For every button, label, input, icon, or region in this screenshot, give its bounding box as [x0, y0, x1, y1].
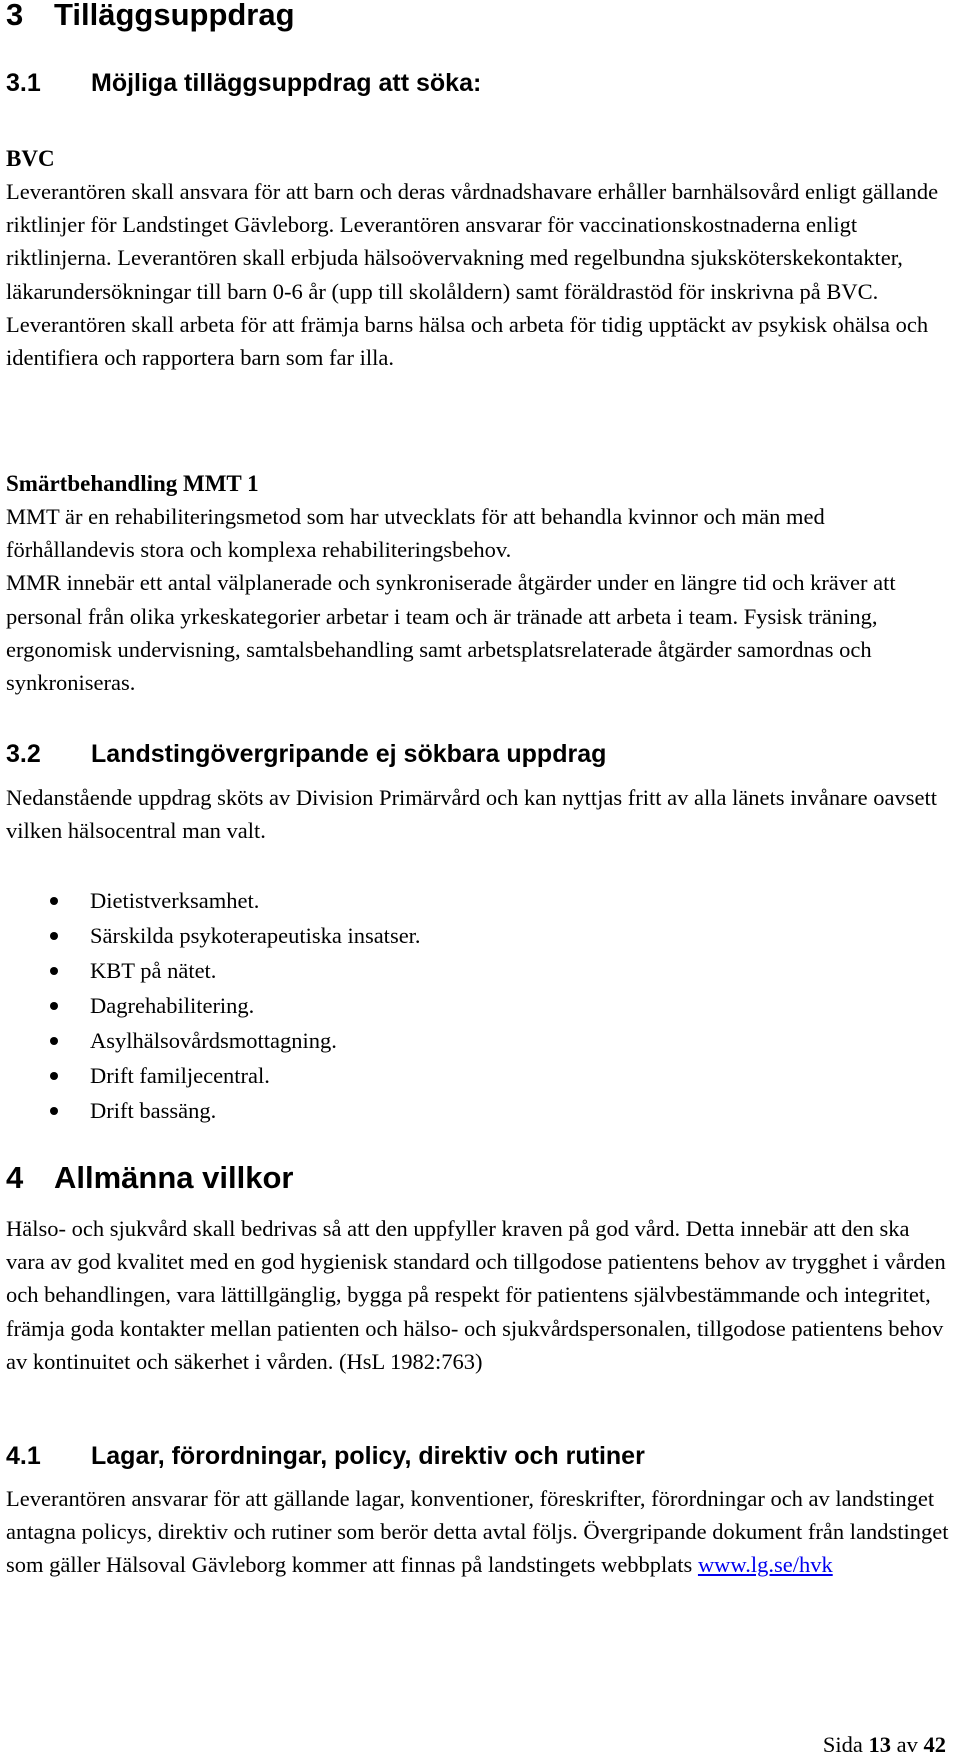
footer-middle: av	[896, 1732, 918, 1757]
bvc-paragraph-2: Leverantören skall arbeta för att främja barns hälsa och arbeta för tidig upptäckt av psykisk ohälsa och identifiera och rapportera barn som far illa.	[6, 311, 929, 371]
total-pages: 42	[923, 1732, 946, 1757]
section-number: 4.1	[6, 1442, 41, 1470]
section-number: 3.1	[6, 69, 41, 97]
mmt-paragraph	[6, 500, 951, 699]
bullet-icon	[50, 1072, 58, 1080]
section-4-heading	[6, 1160, 293, 1196]
list-item: Dietistverksamhet.	[0, 883, 421, 918]
section-title: Allmänna villkor	[54, 1160, 294, 1195]
list-item: Särskilda psykoterapeutiska insatser.	[0, 918, 421, 953]
list-item: Drift bassäng.	[0, 1093, 421, 1128]
section-4-1-text: Leverantören ansvarar för att gällande lagar, konventioner, föreskrifter, förordningar och av landstinget antagna policys, direktiv och rutiner som berör detta avtal följs. Övergripande dokument från landstinget som gäller Hälsoval Gävleborg kommer att finnas på landstingets webbplats	[6, 1486, 949, 1578]
current-page-number: 13	[868, 1732, 891, 1757]
section-number: 3	[6, 0, 24, 32]
section-4-1-paragraph	[6, 1482, 951, 1582]
list-item: KBT på nätet.	[0, 953, 421, 988]
bvc-heading: BVC	[6, 146, 55, 171]
list-item: Dagrehabilitering.	[0, 988, 421, 1023]
section-4-1-heading	[6, 1441, 645, 1471]
section-title: Landstingövergripande ej sökbara uppdrag	[91, 740, 607, 768]
mmt-paragraph-1: MMT är en rehabiliteringsmetod som har utvecklats för att behandla kvinnor och män med förhållandevis stora och komplexa rehabiliteringsbehov.	[6, 504, 825, 563]
bullet-icon	[50, 967, 58, 975]
section-title: Tilläggsuppdrag	[54, 0, 295, 32]
page-footer	[823, 1732, 946, 1758]
section-title: Möjliga tilläggsuppdrag att söka:	[91, 69, 482, 97]
section-3-1-heading	[6, 68, 481, 98]
section-4-paragraph: Hälso- och sjukvård skall bedrivas så att den uppfyller kraven på god vård. Detta innebär att den ska vara av god kvalitet med en god hygienisk standard och tillgodose patientens behov av trygghet i vården och behandlingen, vara lättillgänglig, bygga på respekt för patientens självbestämmande och integritet, främja goda kontakter mellan patienten och hälso- och sjukvårdspersonalen, tillgodose patientens behov av kontinuitet och säkerhet i vården. (HsL 1982:763)	[6, 1216, 946, 1374]
section-title: Lagar, förordningar, policy, direktiv och rutiner	[91, 1442, 645, 1470]
service-list	[0, 883, 421, 1128]
list-item: Drift familjecentral.	[0, 1058, 421, 1093]
bullet-icon	[50, 897, 58, 905]
section-3-2-heading	[6, 739, 606, 769]
bvc-paragraph	[6, 175, 951, 374]
mmt-paragraph-2: MMR innebär ett antal välplanerade och synkroniserade åtgärder under en längre tid och kräver att personal från olika yrkeskategorier arbetar i team och är tränade att arbeta i team. Fysisk träning, ergonomisk undervisning, samtalsbehandling samt arbetsplatsrelaterade åtgärder samordnas och synkroniseras.	[6, 570, 896, 696]
webpage-link[interactable]: www.lg.se/hvk	[697, 1552, 833, 1578]
bullet-icon	[50, 1037, 58, 1045]
bullet-icon	[50, 1107, 58, 1115]
bullet-icon	[50, 1002, 58, 1010]
section-3-heading	[6, 0, 295, 33]
bullet-icon	[50, 932, 58, 940]
mmt-heading: Smärtbehandling MMT 1	[6, 471, 259, 496]
section-number: 3.2	[6, 740, 41, 768]
section-3-2-intro: Nedanstående uppdrag sköts av Division Primärvård och kan nyttjas fritt av alla länets invånare oavsett vilken hälsocentral man valt.	[6, 785, 937, 844]
section-number: 4	[6, 1160, 24, 1195]
list-item: Asylhälsovårdsmottagning.	[0, 1023, 421, 1058]
bvc-paragraph-1: Leverantören skall ansvara för att barn och deras vårdnadshavare erhåller barnhälsovård enligt gällande riktlinjer för Landstinget Gävleborg. Leverantören ansvarar för vaccinationskostnaderna enligt riktlinjerna. Leverantören skall erbjuda hälsoövervakning med regelbundna sjuksköterskekontakter, läkarundersökningar till barn 0-6 år (upp till skolåldern) samt föräldrastöd för inskrivna på BVC.	[6, 179, 939, 304]
footer-prefix: Sida	[822, 1732, 863, 1757]
